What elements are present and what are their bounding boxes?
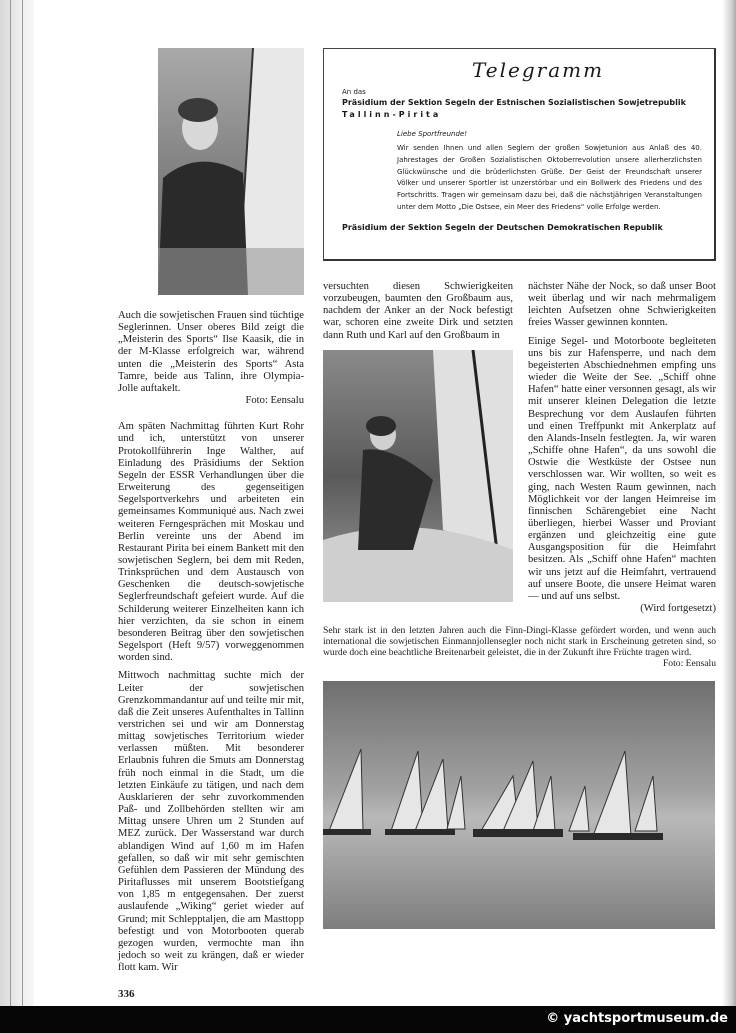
photo-sailor-asta-tamre	[323, 350, 513, 602]
photo-finn-dinghy-regatta	[323, 681, 715, 929]
right-area	[323, 48, 716, 939]
telegram-to-label: An das	[342, 88, 366, 96]
caption-text: Auch die sowjetischen Frauen sind tüchtige Seglerinnen. Unser oberes Bild zeigt die „Meisterin des Sports“ Ilse Kaasik, die in der M-Klasse erfolgreich war, während unten die „Meisterin des Sports“ Asta Tamre, beide aus Talinn, ihre Olympia-Jolle auftakelt.	[118, 310, 304, 394]
left-column	[118, 48, 304, 1000]
page-gutter	[0, 0, 34, 1006]
watermark: © yachtsportmuseum.de	[546, 1011, 728, 1026]
footer-bar	[0, 1006, 736, 1033]
article-right-column	[528, 281, 716, 615]
article-columns	[323, 281, 716, 615]
continued-note: (Wird fortgesetzt)	[640, 603, 716, 615]
caption-top-photo	[118, 310, 304, 407]
telegram-recipient: Präsidium der Sektion Segeln der Estnischen Sozialistischen Sowjetrepublik	[342, 98, 686, 107]
paragraph: versuchten diesen Schwierigkeiten vorzubeugen, baumten den Großbaum aus, nachdem der Anker an der Nock befestigt war, schoren eine zweite Dirk und setzten dann Ruth und Karl auf den Großbaum in	[323, 281, 513, 341]
telegram-title: Telegramm	[472, 58, 605, 82]
photo-credit: Foto: Eensalu	[662, 658, 716, 670]
caption-text: Sehr stark ist in den letzten Jahren auch die Finn-Dingi-Klasse gefördert worden, und wenn auch international die sowjetischen Einmannjollensegler noch nicht stark in Erscheinung getreten sind, so wurde doch eine beachtliche Breitenarbeit geleistet, die in der Zukunft ihre Früchte tragen wird.	[323, 625, 716, 659]
photo-credit: Foto: Eensalu	[245, 395, 304, 407]
paragraph: Einige Segel- und Motorboote begleiteten uns bis zur Hafensperre, und nach dem begeisterten Abschiednehmen empfing uns wieder die Weite der See. „Schiff ohne Hafen“ hatte einer versonnen gesagt, als wir mit unserer kleinen Delegation die letzte Besprechung vor dem Auslaufen führten und einen Treffpunkt mit Ankerplatz auf den Alands-Inseln festlegten. Ja, wir waren „Schiffe ohne Hafen“, da uns sowohl die Ostwie die Westküste der Ostsee nun verschlossen war. Wir wollten, so weit es ging, nach Westen Raum gewinnen, nach Möglichkeit vor der langen Heimreise im finnischen Schärengebiet eine Nacht überliegen, hierbei Wasser und Proviant ergänzen und gleichzeitig eine gute Ausgangsposition für die Heimfahrt besitzen. Als „Schiff ohne Hafen“ machten wir uns jetzt auf die Heimfahrt, vertrauend auf unsere Boote, die unsere Heimat waren — und auf uns selbst.	[528, 335, 716, 602]
paragraph: Mittwoch nachmittag suchte mich der Leiter der sowjetischen Grenzkommandantur auf und teilte mir mit, daß die Zeit unseres Aufenthaltes in Tallinn verstrichen sei und wir am Donnerstag mittag sowjetisches Territorium wieder verlassen müßten. Mit besonderer Erlaubnis fuhren die Smuts am Donnerstag früh noch einmal in die Stadt, um die letzten Einkäufe zu tätigen, und nach dem Ausklarieren der sehr zuvorkommenden Paß- und Zollbehörden stellten wir am Mittag unsere Uhren um 2 Stunden auf MEZ zurück. Der Wasserstand war durch ablandigen Wind auf 1,60 m im Hafen gefallen, so daß wir mit sehr gemischten Gefühlen dem Passieren der Mündung des Piritaflusses mit unserem Bootstiefgang von 1,85 m entgegensahen. Der zuerst auslaufende „Wiking“ geriet wieder auf Grund; mit Schlepptaljen, die am Masttopp befestigt und von Motorbooten querab gezogen wurden, vermochte man ihn jedoch so weit zu krängen, daß er wieder flott kam. Wir	[118, 670, 304, 974]
paragraph: nächster Nähe der Nock, so daß unser Boot weit überlag und wir nach mehrmaligem leichten Aufsetzen ohne Schwierigkeiten freies Wasser gewinnen konnten.	[528, 281, 716, 329]
middle-column	[323, 281, 513, 615]
photo-sailor-ilse-kaasik	[158, 48, 304, 295]
telegram-signature: Präsidium der Sektion Segeln der Deutschen Demokratischen Republik	[342, 222, 663, 232]
article-middle-column	[323, 281, 513, 342]
page-number: 336	[118, 988, 135, 1001]
caption-bottom-photo	[323, 625, 716, 669]
article-left-column	[118, 421, 304, 980]
telegram-body: Wir senden Ihnen und allen Seglern der großen Sowjetunion aus Anlaß des 40. Jahrestages der Großen Sozialistischen Oktoberrevolution unsere allerherzlichsten Glückwünsche und die brüderlichsten Grüße. Der Geist der Freundschaft unserer Völker und unserer Sportler ist unzerstörbar und ein Bollwerk des Friedens und des Fortschritts. Tragen wir gemeinsam dazu bei, daß die nächstjährigen Veranstaltungen unter dem Motto „Die Ostsee, ein Meer des Friedens“ volle Erfolge werden.	[397, 144, 702, 211]
page-edge-shadow	[722, 0, 736, 1006]
telegram-box	[323, 48, 716, 261]
telegram-city: Tallinn-Pirita	[342, 110, 442, 119]
paragraph: Am späten Nachmittag führten Kurt Rohr und ich, unterstützt von unserer Protokollführerin Inge Walther, auf Einladung des Präsidiums der Sektion Segeln der ESSR Verhandlungen über die Erweiterung des gegenseitigen Segelsportverkehrs und arbeiteten ein gemeinsames Kommuniqué aus. Nach zwei weiteren Ferngesprächen mit Moskau und Berlin vereinte uns der Abend im Restaurant Pirita bei einem Bankett mit den sowjetischen Seglern, bei dem mit Reden, Trinksprüchen und dem Austausch von Geschenken die deutsch-sowjetische Seglerfreundschaft gefeiert wurde. Auf die Schilderung weiterer Einzelheiten kann ich hier verzichten, da sie schon in einem besonderen Beitrag über den sowjetischen Segelsport (Heft 9/57) vorweggenommen worden sind.	[118, 421, 304, 664]
telegram-greeting: Liebe Sportfreunde!	[397, 130, 467, 138]
